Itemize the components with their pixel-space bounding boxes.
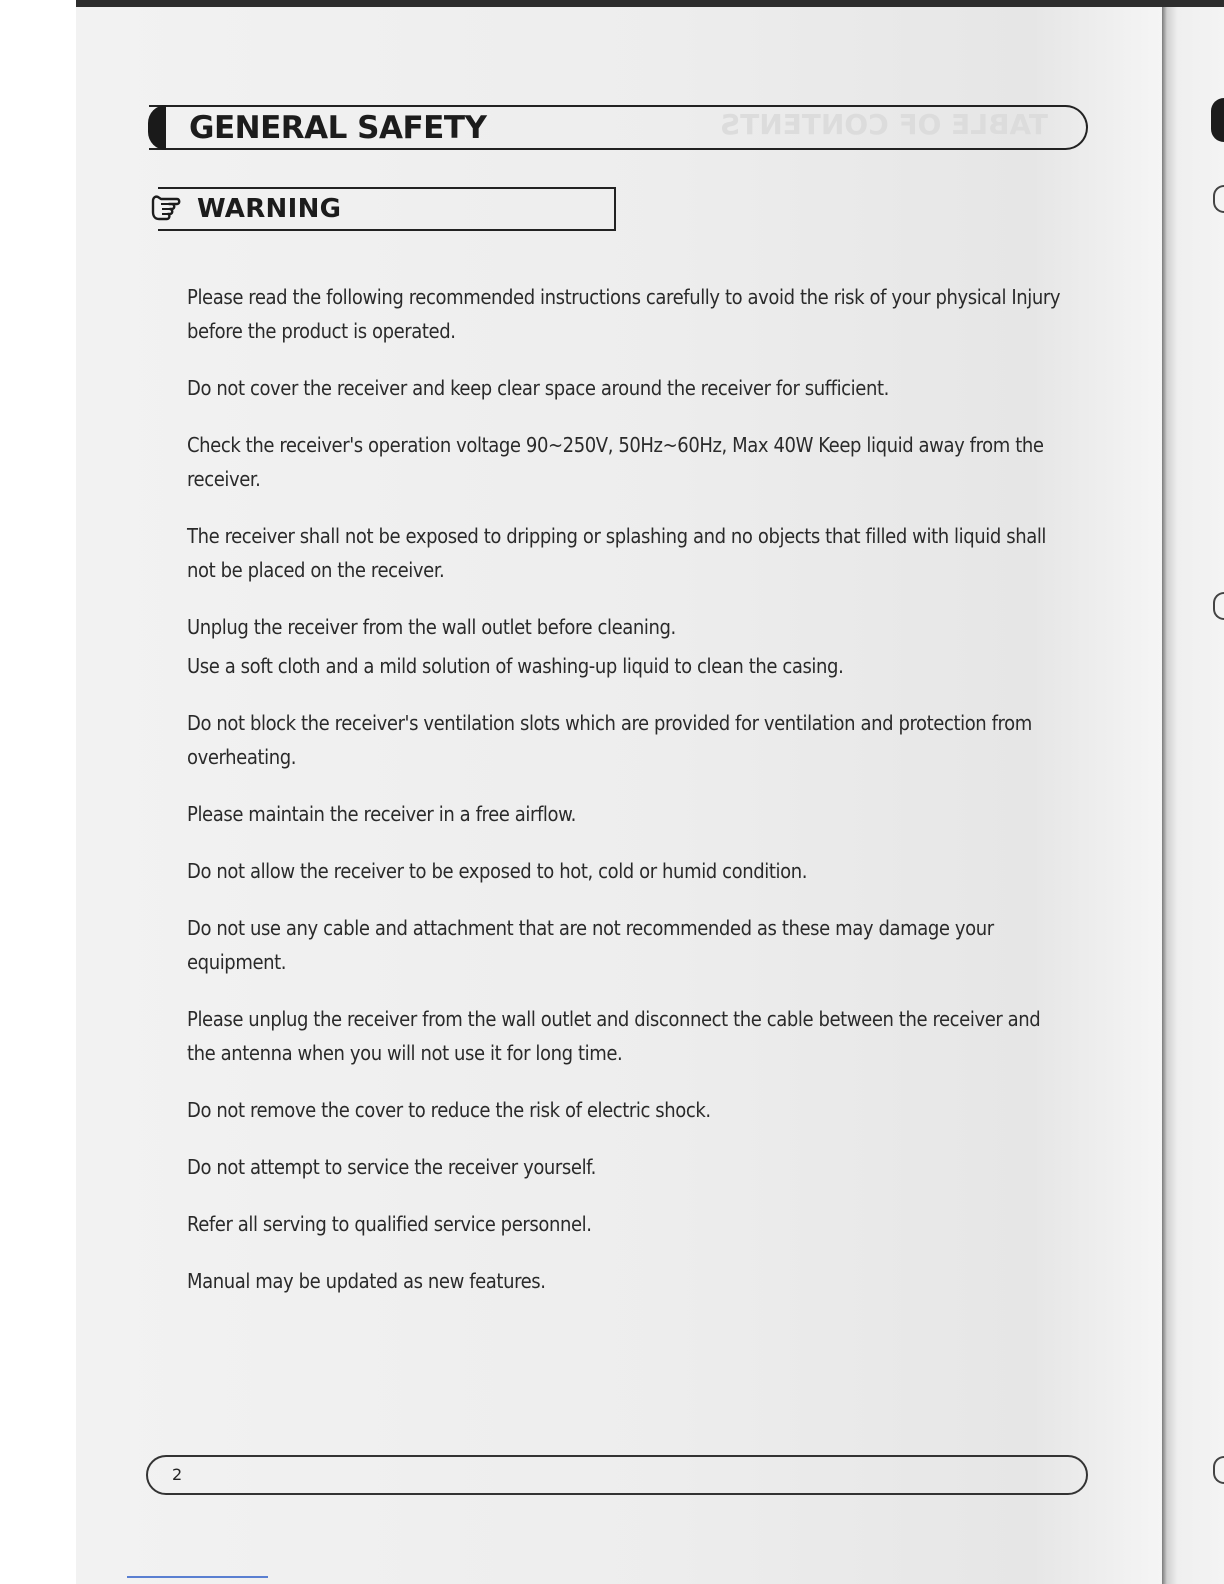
scan-left-margin — [0, 0, 76, 1584]
scan-artifact-line — [127, 1576, 268, 1578]
page-number: 2 — [172, 1465, 183, 1484]
page-title: GENERAL SAFETY — [189, 110, 487, 146]
instruction-paragraph: The receiver shall not be exposed to dripping or splashing and no objects that filled with liquid shall not be placed on the receiver. — [187, 524, 1047, 582]
instruction-paragraph: Manual may be updated as new features. — [187, 1269, 546, 1293]
instruction-paragraph: Use a soft cloth and a mild solution of washing-up liquid to clean the casing. — [187, 654, 844, 678]
facing-page-bracket — [1213, 1456, 1224, 1484]
instruction-paragraph: Please unplug the receiver from the wall outlet and disconnect the cable between the receiver and the antenna when you will not use it for long time. — [187, 1007, 1041, 1065]
warning-label: WARNING — [197, 194, 342, 224]
instruction-paragraph: Do not allow the receiver to be exposed to hot, cold or humid condition. — [187, 859, 808, 883]
instruction-paragraph: Check the receiver's operation voltage 90~250V, 50Hz~60Hz, Max 40W Keep liquid away from the receiver. — [187, 433, 1044, 491]
instruction-paragraph: Please read the following recommended instructions carefully to avoid the risk of your physical Injury before the product is operated. — [187, 285, 1061, 343]
instruction-paragraph: Unplug the receiver from the wall outlet before cleaning. — [187, 615, 676, 639]
instruction-paragraph: Do not block the receiver's ventilation slots which are provided for ventilation and protection from overheating. — [187, 711, 1032, 769]
instruction-paragraph: Do not attempt to service the receiver yourself. — [187, 1155, 596, 1179]
bleed-through-title: TABLE OF CONTENTS — [720, 108, 1049, 141]
instruction-paragraph: Do not remove the cover to reduce the risk of electric shock. — [187, 1098, 711, 1122]
instruction-paragraph: Do not cover the receiver and keep clear space around the receiver for sufficient. — [187, 376, 889, 400]
facing-page-header-cap — [1211, 98, 1224, 142]
facing-page-edge — [1162, 7, 1224, 1584]
footer-frame — [146, 1455, 1088, 1495]
instruction-paragraph: Do not use any cable and attachment that are not recommended as these may damage your equipment. — [187, 916, 994, 974]
pointing-hand-icon — [147, 191, 183, 227]
facing-page-bracket — [1213, 185, 1224, 213]
instruction-paragraph: Please maintain the receiver in a free airflow. — [187, 802, 576, 826]
safety-instructions — [187, 280, 1067, 1321]
facing-page-bracket — [1213, 592, 1224, 620]
scan-top-edge — [0, 0, 1224, 7]
instruction-paragraph: Refer all serving to qualified service personnel. — [187, 1212, 592, 1236]
